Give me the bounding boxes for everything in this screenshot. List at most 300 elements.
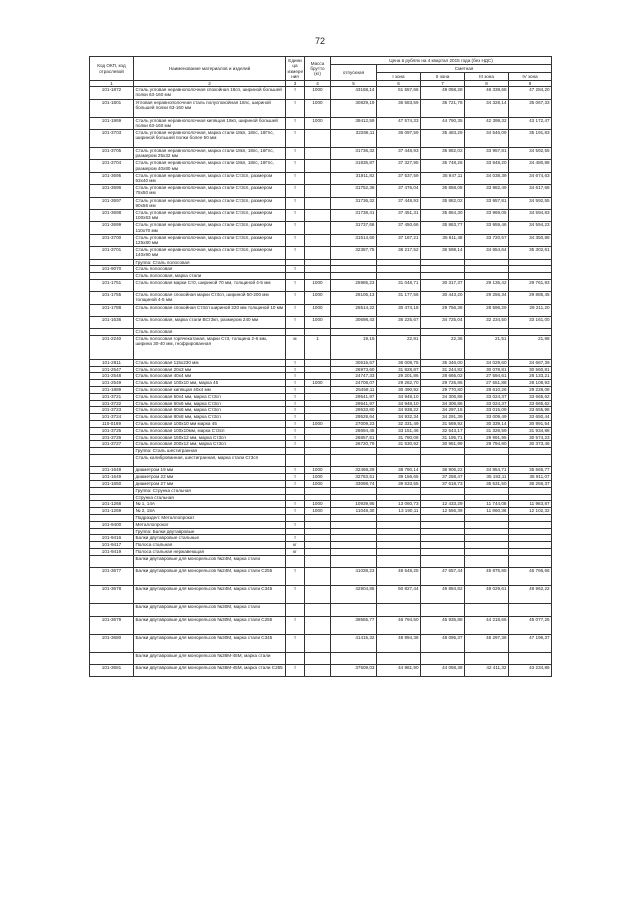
row-mass: 1000 [305, 508, 331, 515]
table-row [90, 501, 552, 508]
row-mass [305, 664, 331, 676]
row-code: 101-2547 [90, 366, 134, 373]
row-mass [305, 400, 331, 407]
row-mass: 1000 [305, 501, 331, 508]
table-row [90, 604, 552, 616]
row-code: 101-3681 [90, 664, 134, 676]
row-zone-2: 35 858,08 [421, 185, 465, 197]
row-zone-1 [377, 604, 421, 616]
row-mass: 1000 [305, 279, 331, 291]
row-price: 25459,11 [331, 387, 377, 394]
row-zone-2: 29 756,36 [421, 304, 465, 316]
row-name: Сталь угловая неравнополочная, марка стали 18кп, 18пс, 18Гпс, размером 25х32 мм [134, 147, 286, 159]
table-row [90, 514, 552, 521]
row-mass [305, 185, 331, 197]
row-price: 43168,14 [331, 87, 377, 99]
row-zone-4: 34 594,83 [509, 209, 552, 221]
row-price [331, 259, 377, 266]
row-zone-3 [465, 542, 509, 549]
row-zone-2: 35 863,77 [421, 222, 465, 234]
row-zone-4: 33 665,62 [509, 400, 552, 407]
row-unit: т [286, 387, 305, 394]
row-name: Группа: Балки двутавровые [134, 528, 286, 535]
row-unit: т [286, 317, 305, 329]
row-name: Группа: Сталь полосовая [134, 259, 286, 266]
row-zone-2: 35 882,02 [421, 197, 465, 209]
row-price [331, 514, 377, 521]
row-zone-4: 43 234,86 [509, 664, 552, 676]
table-row [90, 421, 552, 428]
row-zone-2: 35 346,00 [421, 359, 465, 366]
row-zone-2: 36 906,22 [421, 467, 465, 474]
row-zone-4: 29 761,93 [509, 279, 552, 291]
column-number: 4 [305, 81, 331, 87]
row-mass [305, 494, 331, 501]
row-zone-2: 31 244,82 [421, 366, 465, 373]
table-row [90, 247, 552, 259]
row-zone-4: 34 592,55 [509, 147, 552, 159]
row-zone-1 [377, 555, 421, 567]
row-zone-1: 13 060,73 [377, 501, 421, 508]
row-code [90, 259, 134, 266]
row-unit: т [286, 407, 305, 414]
row-code: 101-3725 [90, 427, 134, 434]
row-mass [305, 427, 331, 434]
row-unit [286, 528, 305, 535]
row-code: 101-3724 [90, 414, 134, 421]
row-zone-4 [509, 555, 552, 567]
table-row [90, 455, 552, 467]
row-zone-4: 29 211,20 [509, 304, 552, 316]
row-price: 25514,22 [331, 304, 377, 316]
row-zone-2: 35 864,30 [421, 209, 465, 221]
row-unit: т [286, 99, 305, 117]
row-zone-2 [421, 259, 465, 266]
row-code: 110-0169 [90, 421, 134, 428]
table-row [90, 366, 552, 373]
row-unit: т [286, 400, 305, 407]
row-mass: 1000 [305, 304, 331, 316]
row-zone-2: 31 195,71 [421, 434, 465, 441]
table-row [90, 266, 552, 273]
row-zone-1: 37 476,04 [377, 185, 421, 197]
row-price: 29528,64 [331, 414, 377, 421]
row-zone-1: 31 048,71 [377, 279, 421, 291]
header-release: отпускная [331, 65, 377, 81]
row-code: 101-3705 [90, 147, 134, 159]
row-name: Сталь полосовая 20х3 мм [134, 366, 286, 373]
row-zone-3 [465, 535, 509, 542]
row-zone-1: 13 190,11 [377, 508, 421, 515]
row-name: Балки двутавровые для монорельсов №30М, марка стали [134, 604, 286, 616]
row-name: Полоса стальная [134, 542, 286, 549]
row-code [90, 514, 134, 521]
row-zone-3: 33 959,46 [465, 222, 509, 234]
row-zone-3 [465, 514, 509, 521]
row-code: 101-1650 [90, 480, 134, 487]
row-code: 101-9419 [90, 548, 134, 555]
row-name: диаметром 19 мм [134, 467, 286, 474]
table-row [90, 329, 552, 336]
row-mass [305, 434, 331, 441]
row-zone-2: 48 095,37 [421, 634, 465, 652]
row-name: Угловая неравнополочная сталь полуспокойная 18пс, шириной большей полки 63-160 мм [134, 99, 286, 117]
row-name: Сталь угловая неравнополочная кипящая 18кп, шириной большей полки 63-160 мм [134, 117, 286, 129]
row-zone-4: 29 885,45 [509, 292, 552, 304]
table-row [90, 400, 552, 407]
row-code: 101-3704 [90, 160, 134, 172]
row-unit: т [286, 279, 305, 291]
row-zone-3: 29 135,42 [465, 279, 509, 291]
header-zone-3: III зона [465, 73, 509, 81]
row-zone-1: 50 827,44 [377, 586, 421, 604]
row-name: Балки двутавровые для монорельсов №36М-45М, марка стали С255 [134, 664, 286, 676]
row-zone-3: 34 038,39 [465, 172, 509, 184]
row-zone-4: 36 256,37 [509, 480, 552, 487]
row-zone-3: 29 991,95 [465, 434, 509, 441]
row-zone-3 [465, 259, 509, 266]
row-zone-2: 34 291,39 [421, 414, 465, 421]
row-code: 101-3721 [90, 393, 134, 400]
row-unit: т [286, 87, 305, 99]
row-zone-2: 29 770,80 [421, 387, 465, 394]
row-zone-2: 36 598,14 [421, 247, 465, 259]
table-row [90, 494, 552, 501]
row-unit: т [286, 474, 305, 481]
row-name: Сталь полосовая 60х6 мм, марка Ст3сп [134, 407, 286, 414]
row-zone-1 [377, 528, 421, 535]
row-zone-2: 30 317,37 [421, 279, 465, 291]
row-zone-1 [377, 487, 421, 494]
row-zone-1 [377, 514, 421, 521]
row-zone-3: 33 969,05 [465, 209, 509, 221]
row-name: Сталь угловая неравнополочная спокойная 18сп, шириной большей полки 63-160 мм [134, 87, 286, 99]
table-row [90, 160, 552, 172]
row-zone-3 [465, 521, 509, 528]
row-mass [305, 373, 331, 380]
row-name: Струнка стальная [134, 494, 286, 501]
table-row [90, 542, 552, 549]
row-name: Сталь полосовая 150х12 мм, марка Ст3сп [134, 434, 286, 441]
row-code: 101-1636 [90, 317, 134, 329]
row-mass [305, 555, 331, 567]
column-number: 9 [509, 81, 552, 87]
row-name: Сталь угловая неравнополочная, марка стали Ст3сп, размером 100х63 мм [134, 209, 286, 221]
table-row [90, 304, 552, 316]
row-zone-4 [509, 329, 552, 336]
row-unit: т [286, 521, 305, 528]
column-number: 8 [465, 81, 509, 87]
row-zone-2: 49 894,82 [421, 586, 465, 604]
row-zone-3 [465, 266, 509, 273]
row-price [331, 604, 377, 616]
table-row [90, 555, 552, 567]
row-zone-3: 11 860,36 [465, 508, 509, 515]
row-unit: т [286, 664, 305, 676]
row-zone-3: 28 610,26 [465, 387, 509, 394]
row-name: Сталь полосовая 100х10 мм марка 45 [134, 421, 286, 428]
row-mass [305, 586, 331, 604]
row-zone-2: 28 666,02 [421, 373, 465, 380]
row-unit: т [286, 129, 305, 147]
row-mass: 1000 [305, 421, 331, 428]
table-row [90, 147, 552, 159]
column-number: 2 [134, 81, 286, 87]
row-price: 41038,23 [331, 568, 377, 586]
row-mass: 1000 [305, 380, 331, 387]
row-zone-4: 33 665,62 [509, 393, 552, 400]
row-price [331, 455, 377, 467]
row-zone-4 [509, 514, 552, 521]
row-price: 31911,82 [331, 172, 377, 184]
row-name: Сталь угловая неравнополочная, марка стали 18кп, 18пс, 18Гпс, размером 40х80 мм [134, 160, 286, 172]
table-row [90, 234, 552, 246]
row-zone-4 [509, 266, 552, 273]
row-unit [286, 514, 305, 521]
row-unit: т [286, 304, 305, 316]
row-zone-1: 37 451,31 [377, 209, 421, 221]
row-zone-2: 34 306,86 [421, 400, 465, 407]
row-price: 31736,32 [331, 197, 377, 209]
row-zone-2: 30 951,99 [421, 441, 465, 448]
row-unit [286, 494, 305, 501]
row-zone-1: 39 533,55 [377, 480, 421, 487]
table-row [90, 586, 552, 604]
row-zone-1: 36 097,59 [377, 129, 421, 147]
row-unit: т [286, 209, 305, 221]
row-price: 26720,79 [331, 441, 377, 448]
row-unit [286, 448, 305, 455]
row-name: Подраздел: Металлопрокат [134, 514, 286, 521]
row-zone-3: 48 029,61 [465, 586, 509, 604]
row-zone-3 [465, 604, 509, 616]
row-zone-1: 32 331,49 [377, 421, 421, 428]
row-zone-2: 35 483,29 [421, 129, 465, 147]
row-zone-3: 34 654,64 [465, 247, 509, 259]
row-name: Группа: Струнка стальная [134, 487, 286, 494]
row-price: 27009,23 [331, 421, 377, 428]
row-price [331, 542, 377, 549]
row-code: 101-3699 [90, 222, 134, 234]
row-zone-3: 46 338,68 [465, 87, 509, 99]
table-row [90, 387, 552, 394]
row-zone-3 [465, 528, 509, 535]
row-zone-1: 34 948,10 [377, 400, 421, 407]
row-mass [305, 414, 331, 421]
row-zone-1: 34 932,34 [377, 414, 421, 421]
row-code [90, 487, 134, 494]
row-mass [305, 160, 331, 172]
row-name: Сталь полосовая 115х230 мм [134, 359, 286, 366]
row-unit: т [286, 366, 305, 373]
row-zone-2: 35 748,26 [421, 160, 465, 172]
table-row [90, 259, 552, 266]
row-zone-4: 34 350,88 [509, 234, 552, 246]
row-unit: т [286, 535, 305, 542]
row-mass: 1000 [305, 87, 331, 99]
row-price [331, 266, 377, 273]
row-name: Балки двутавровые для монорельсов №24М, марка стали [134, 555, 286, 567]
row-mass [305, 222, 331, 234]
row-zone-1: 31 780,08 [377, 434, 421, 441]
row-zone-3: 42 411,32 [465, 664, 509, 676]
row-name: диаметром 27 мм [134, 480, 286, 487]
row-code: 101-2548 [90, 373, 134, 380]
row-zone-1: 48 548,25 [377, 568, 421, 586]
table-row [90, 427, 552, 434]
table-row [90, 487, 552, 494]
row-code: 101-3698 [90, 209, 134, 221]
row-unit: т [286, 373, 305, 380]
row-price: 32468,29 [331, 467, 377, 474]
table-body [90, 87, 552, 677]
row-price [331, 487, 377, 494]
row-zone-4 [509, 535, 552, 542]
table-row [90, 99, 552, 117]
row-price: 26973,60 [331, 366, 377, 373]
row-price: 32783,51 [331, 474, 377, 481]
row-code [90, 528, 134, 535]
row-code: 101-1751 [90, 279, 134, 291]
row-price: 31738,41 [331, 209, 377, 221]
row-zone-1: 51 557,66 [377, 87, 421, 99]
row-zone-4: 35 911,07 [509, 474, 552, 481]
table-row [90, 317, 552, 329]
row-zone-3: 30 339,14 [465, 421, 509, 428]
row-code: 101-1268 [90, 501, 134, 508]
table-row [90, 568, 552, 586]
row-zone-3: 34 029,60 [465, 359, 509, 366]
row-zone-1: 30 474,18 [377, 304, 421, 316]
row-zone-4 [509, 494, 552, 501]
row-mass [305, 455, 331, 467]
row-zone-2: 34 306,86 [421, 393, 465, 400]
row-code: 101-2240 [90, 336, 134, 360]
row-zone-4 [509, 652, 552, 664]
row-unit: т [286, 160, 305, 172]
row-price [331, 528, 377, 535]
row-price: 24747,33 [331, 373, 377, 380]
row-zone-1 [377, 535, 421, 542]
row-name: Балки двутавровые для монорельсов №24М, марка стали С345 [134, 586, 286, 604]
row-zone-3 [465, 487, 509, 494]
row-code: 101-3697 [90, 197, 134, 209]
row-unit: т [286, 508, 305, 515]
row-price: 28694,45 [331, 427, 377, 434]
row-code: 101-9400 [90, 521, 134, 528]
row-code: 101-3696 [90, 185, 134, 197]
header-mass: Масса брутто (кг) [305, 57, 331, 81]
row-name: Балки двутавровые стальные [134, 535, 286, 542]
row-zone-4: 45 077,25 [509, 616, 552, 634]
row-name: Сталь полосовая 80х8 мм, марка Ст3сп [134, 414, 286, 421]
row-mass [305, 407, 331, 414]
row-zone-2 [421, 487, 465, 494]
row-zone-2: 34 725,04 [421, 317, 465, 329]
row-unit: т [286, 292, 305, 304]
row-name: Сталь полосовая 40х4 мм [134, 373, 286, 380]
row-zone-3: 46 297,38 [465, 634, 509, 652]
row-zone-1 [377, 259, 421, 266]
row-unit: т [286, 380, 305, 387]
row-mass [305, 329, 331, 336]
row-price: 39412,59 [331, 117, 377, 129]
row-price: 39555,77 [331, 616, 377, 634]
row-zone-1 [377, 266, 421, 273]
table-row [90, 616, 552, 634]
row-mass [305, 548, 331, 555]
row-price: 26857,51 [331, 434, 377, 441]
row-zone-1: 38 217,52 [377, 247, 421, 259]
row-zone-2 [421, 455, 465, 467]
row-name: Сталь полосовая [134, 266, 286, 273]
row-unit: т [286, 197, 305, 209]
row-price: 29541,97 [331, 393, 377, 400]
row-zone-1 [377, 548, 421, 555]
row-unit [286, 259, 305, 266]
row-zone-2: 37 258,47 [421, 474, 465, 481]
row-unit [286, 604, 305, 616]
row-name: Сталь угловая неравнополочная, марка стали Ст3сп, размером 125х80 мм [134, 234, 286, 246]
row-name: Сталь полосовая горячекатаная, марки Ст3, толщина 2-6 мм, ширина 30-40 мм, гнофрированная [134, 336, 286, 360]
row-code: 101-3727 [90, 441, 134, 448]
row-code: 101-1889 [90, 387, 134, 394]
row-code [90, 555, 134, 567]
row-zone-2: 49 058,28 [421, 87, 465, 99]
table-row [90, 359, 552, 366]
column-number: 3 [286, 81, 305, 87]
row-mass [305, 234, 331, 246]
row-zone-3: 33 009,49 [465, 414, 509, 421]
row-price [331, 535, 377, 542]
row-zone-2 [421, 521, 465, 528]
row-zone-1 [377, 455, 421, 467]
row-mass [305, 387, 331, 394]
row-zone-4: 34 592,55 [509, 197, 552, 209]
table-row [90, 279, 552, 291]
header-estimated: Сметная [377, 65, 552, 73]
row-code: 101-1788 [90, 304, 134, 316]
row-mass [305, 393, 331, 400]
row-zone-1: 22,91 [377, 336, 421, 360]
row-code: 101-9070 [90, 266, 134, 273]
row-unit: т [286, 147, 305, 159]
table-row [90, 87, 552, 99]
row-code: 101-9417 [90, 542, 134, 549]
row-zone-3: 30 078,81 [465, 366, 509, 373]
row-code: 101-3680 [90, 634, 134, 652]
row-zone-2: 32 543,17 [421, 427, 465, 434]
row-zone-2 [421, 514, 465, 521]
row-mass: 1000 [305, 99, 331, 117]
row-zone-3: 33 024,37 [465, 393, 509, 400]
row-zone-2 [421, 273, 465, 280]
header-code: Код ОКП, код отраслевой [90, 57, 134, 81]
row-zone-3 [465, 273, 509, 280]
row-unit: т [286, 586, 305, 604]
row-unit: м [286, 336, 305, 360]
row-mass [305, 197, 331, 209]
row-price: 31835,87 [331, 160, 377, 172]
row-name: Полоса стальная нержавеющая [134, 548, 286, 555]
row-price: 19,15 [331, 336, 377, 360]
row-zone-1 [377, 521, 421, 528]
row-mass [305, 441, 331, 448]
row-code [90, 273, 134, 280]
row-code: 101-3703 [90, 129, 134, 147]
row-zone-3 [465, 455, 509, 467]
row-unit: т [286, 266, 305, 273]
